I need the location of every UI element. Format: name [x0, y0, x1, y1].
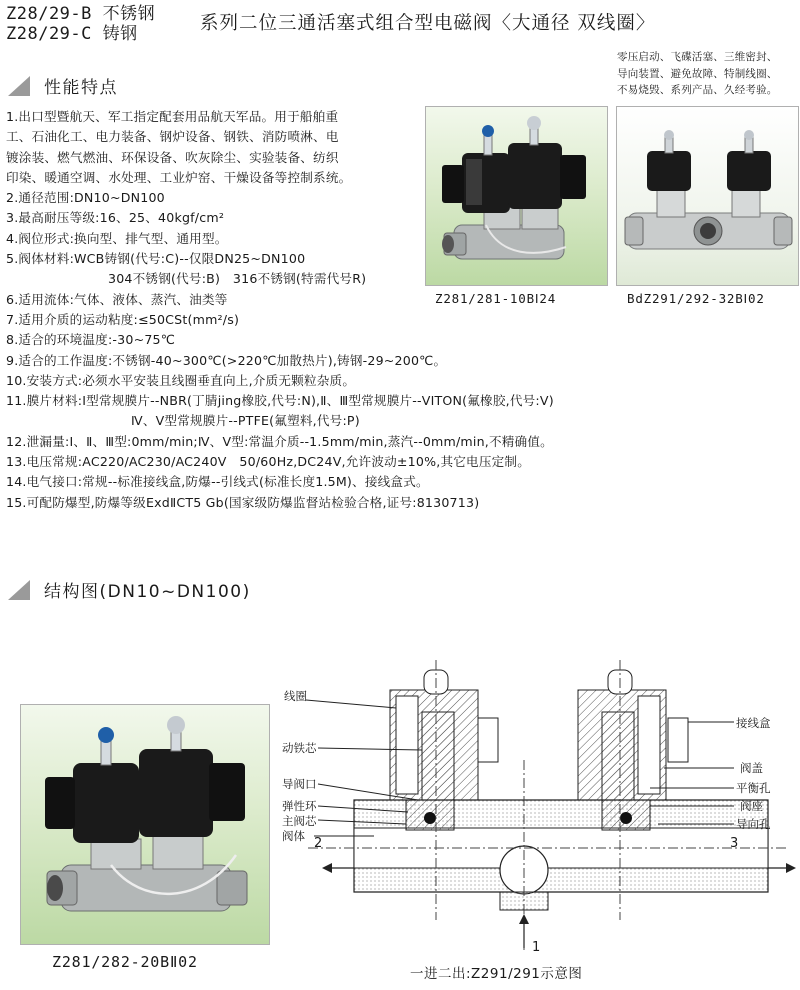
model-line-stainless: Z28/29-B 不锈钢	[6, 4, 156, 24]
label-pilot-port: 导阀口	[282, 777, 317, 791]
structure-diagram	[278, 660, 798, 960]
label-elastic-ring: 弹性环	[282, 799, 317, 813]
model-codes	[6, 4, 196, 44]
slogan-line: 零压启动、飞碟活塞、三维密封、	[617, 51, 778, 63]
label-bonnet: 阀盖	[740, 761, 763, 775]
label-valve-seat: 阀座	[740, 799, 763, 813]
spec-item: 4.阀位形式:换向型、排气型、通用型。	[6, 230, 228, 246]
spec-item: 5.阀体材料:WCB铸钢(代号:C)--仅限DN25~DN100	[6, 251, 306, 267]
spec-item: 10.安装方式:必须水平安装且线圈垂直向上,介质无颗粒杂质。	[6, 372, 356, 388]
spec-item: 14.电气接口:常规--标准接线盒,防爆--引线式(标准长度1.5M)、接线盒式。	[6, 474, 429, 490]
photo-1-caption: Z281/281-10BⅠ24	[435, 291, 557, 306]
spec-item: 11.膜片材料:Ⅰ型常规膜片--NBR(丁腈jing橡胶,代号:N),Ⅱ、Ⅲ型常规膜片--VITON(氟橡胶,代号:V)	[6, 393, 554, 409]
spec-item: 15.可配防爆型,防爆等级ExdⅡCT5 Gb(国家级防爆监督站检验合格,证号:8130713)	[6, 494, 480, 510]
spec-item: 镀涂装、燃气燃油、环保设备、吹灰除尘、实验装备、纺织	[6, 149, 339, 165]
photo-3-caption: Z281/282-20BⅡ02	[52, 953, 198, 971]
section-features-title: 性能特点	[44, 78, 118, 98]
product-photo-2	[616, 106, 799, 286]
dual-coil-valve-large-image	[21, 705, 270, 945]
port-3-label: 3	[730, 836, 739, 851]
spec-item: 印染、暖通空调、水处理、工业炉窑、干燥设备等控制系统。	[6, 169, 352, 185]
spec-item: 304不锈钢(代号:B) 316不锈钢(特需代号R)	[108, 271, 367, 287]
spec-list	[6, 107, 606, 513]
page-title: 系列二位三通活塞式组合型电磁阀〈大通径 双线圈〉	[200, 13, 656, 34]
spec-item: 2.通径范围:DN10~DN100	[6, 190, 165, 206]
slogan-line: 不易烧毁、系列产品、久经考验。	[617, 84, 778, 96]
slogan-line: 导向装置、避免故障、特制线圈、	[617, 67, 778, 80]
spec-item: Ⅳ、Ⅴ型常规膜片--PTFE(氟塑料,代号:P)	[131, 413, 360, 429]
spec-item: 6.适用流体:气体、液体、蒸汽、油类等	[6, 291, 228, 307]
spec-item: 12.泄漏量:Ⅰ、Ⅱ、Ⅲ型:0mm/min;Ⅳ、Ⅴ型:常温介质--1.5mm/min,蒸汽--0mm/min,不精确值。	[6, 433, 553, 449]
spec-item: 13.电压常规:AC220/AC230/AC240V 50/60Hz,DC24V,允许波动±10%,其它电压定制。	[6, 454, 531, 470]
label-junction-box: 接线盒	[736, 716, 771, 730]
spec-item: 8.适合的环境温度:-30~75℃	[6, 332, 176, 348]
port-2-label: 2	[314, 836, 323, 851]
section-marker-icon	[8, 76, 30, 96]
photo-2-caption: BdZ291/292-32BⅠ02	[627, 291, 765, 306]
label-main-spool: 主阀芯	[282, 814, 317, 828]
spec-item: 1.出口型暨航天、军工指定配套用品航天军品。用于船舶重	[6, 109, 339, 124]
spec-item: 工、石油化工、电力装备、钢炉设备、钢铁、消防喷淋、电	[6, 129, 339, 145]
spec-item: 9.适合的工作温度:不锈钢-40~300℃(>220℃加散热片),铸钢-29~200℃。	[6, 352, 447, 368]
feature-slogan	[617, 49, 797, 99]
label-valve-body: 阀体	[282, 829, 305, 843]
manifold-valve-image	[617, 107, 799, 286]
label-coil: 线圈	[284, 689, 307, 703]
section-marker-icon	[8, 580, 30, 600]
section-structure-heading	[8, 577, 251, 602]
model-line-cast-steel: Z28/29-C 铸钢	[6, 24, 138, 44]
label-balance-hole: 平衡孔	[736, 781, 771, 795]
product-photo-3	[20, 704, 270, 945]
spec-item: 7.适用介质的运动粘度:≤50CSt(mm²/s)	[6, 311, 240, 327]
spec-item: 3.最高耐压等级:16、25、40kgf/cm²	[6, 210, 225, 226]
port-1-label: 1	[532, 940, 541, 955]
diagram-caption: 一进二出:Z291/291示意图	[410, 966, 583, 982]
label-guide-hole: 导向孔	[736, 817, 771, 831]
valve-section-drawing	[278, 660, 798, 960]
section-structure-title: 结构图(DN10~DN100)	[44, 582, 251, 602]
section-features-heading	[8, 73, 118, 98]
label-plunger: 动铁芯	[282, 741, 317, 755]
